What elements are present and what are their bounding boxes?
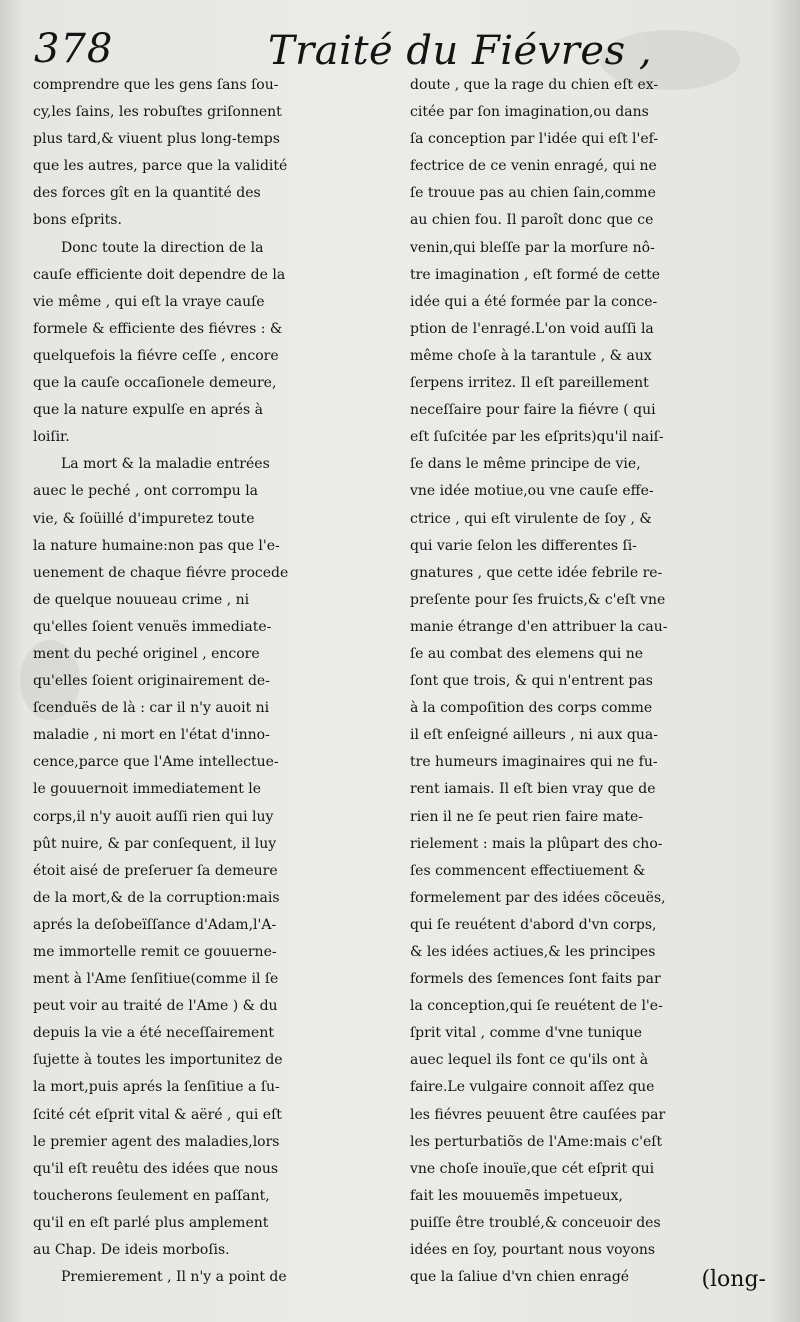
text-line: quelquefois la fiévre ceſſe , encore	[33, 347, 279, 364]
text-line: qu'elles ſoient originairement de-	[33, 673, 270, 690]
text-line: le gouuernoit immediatement le	[33, 781, 262, 798]
text-line: Donc toute la direction de la	[61, 239, 264, 256]
text-line: ſujette à toutes les importunitez de	[33, 1052, 283, 1069]
text-line: vie, & ſoüillé d'impuretez toute	[33, 510, 255, 527]
text-line: à la compoſition des corps comme	[410, 700, 653, 717]
text-line: fectrice de ce venin enragé, qui ne	[410, 158, 657, 175]
text-line: idée qui a été formée par la conce-	[410, 293, 658, 310]
text-line: idées en ſoy, pourtant nous voyons	[410, 1242, 656, 1259]
text-line: ſa conception par l'idée qui eſt l'ef-	[410, 131, 659, 148]
text-line: au Chap. De ideis morboſis.	[33, 1242, 230, 1259]
text-line: tre imagination , eſt formé de cette	[410, 266, 661, 283]
text-line: me immortelle remit ce gouuerne-	[33, 944, 277, 960]
text-line: ſes commencent effectiuement &	[410, 862, 646, 879]
text-line: aprés la deſobeïſſance d'Adam,l'A-	[33, 916, 277, 933]
text-line: la mort,puis aprés la ſenſitiue a ſu-	[33, 1079, 280, 1096]
right-text-column	[410, 72, 770, 1291]
text-line: ſerpens irritez. Il eſt pareillement	[410, 375, 649, 392]
text-line: il eſt enſeigné ailleurs , ni aux qua-	[410, 727, 658, 744]
text-line: au chien fou. Il paroît donc que ce	[410, 212, 654, 229]
text-line: ſcité cét eſprit vital & aëré , qui eſt	[33, 1106, 282, 1123]
text-line: eſt ſuſcitée par les eſprits)qu'il naiſ-	[410, 429, 664, 446]
text-line: depuis la vie a été neceſſairement	[33, 1025, 274, 1042]
text-line: ſcenduës de là : car il n'y auoit ni	[33, 700, 270, 717]
text-line: ment du peché originel , encore	[33, 645, 260, 662]
text-line: la nature humaine:non pas que l'e-	[33, 537, 280, 554]
text-line: pût nuire, & par conſequent, il luy	[33, 835, 277, 852]
text-line: formele & efficiente des fiévres : &	[33, 320, 283, 337]
text-line: les perturbatiõs de l'Ame:mais c'eſt	[410, 1133, 663, 1150]
text-line: auec le peché , ont corrompu la	[33, 483, 259, 500]
page-header	[28, 18, 768, 80]
text-line: fait les mouuemẽs impetueux,	[410, 1187, 623, 1204]
text-line: même choſe à la tarantule , & aux	[410, 347, 652, 364]
text-line: étoit aisé de preſeruer ſa demeure	[33, 862, 278, 879]
text-line: maladie , ni mort en l'état d'inno-	[33, 727, 270, 744]
text-line: ſont que trois, & qui n'entrent pas	[410, 673, 653, 690]
text-line: Premierement , Il n'y a point de	[61, 1269, 287, 1286]
text-line: cauſe efficiente doit dependre de la	[33, 266, 286, 283]
text-line: la conception,qui ſe reuétent de l'e-	[410, 998, 663, 1015]
text-line: cy,les ſains, les robuſtes griſonnent	[33, 104, 282, 121]
text-line: corps,il n'y auoit auſſi rien qui luy	[33, 808, 274, 825]
text-line: de la mort,& de la corruption:mais	[33, 889, 280, 906]
text-line: qu'il eſt reuêtu des idées que nous	[33, 1160, 279, 1177]
text-line: manie étrange d'en attribuer la cau-	[410, 618, 668, 635]
text-line: rent iamais. Il eſt bien vray que de	[410, 781, 656, 798]
text-line: rien il ne ſe peut rien faire mate-	[410, 808, 643, 825]
text-line: les fiévres peuuent être cauſées par	[410, 1106, 666, 1123]
text-line: vie même , qui eſt la vraye cauſe	[33, 293, 265, 310]
text-line: rielement : mais la plûpart des cho-	[410, 835, 663, 852]
text-line: vne choſe inouïe,que cét eſprit qui	[410, 1160, 655, 1177]
catchword: (long-	[701, 1267, 766, 1292]
text-line: ment à l'Ame ſenſitiue(comme il ſe	[33, 971, 279, 988]
page-number: 378	[34, 26, 114, 72]
text-line: puiſſe être troublé,& conceuoir des	[410, 1214, 661, 1231]
text-line: tre humeurs imaginaires qui ne fu-	[410, 754, 658, 771]
text-line: toucherons ſeulement en paſſant,	[33, 1187, 270, 1204]
text-line: loiſir.	[33, 429, 70, 446]
text-line: des forces gît en la quantité des	[33, 185, 261, 202]
text-line: doute , que la rage du chien eſt ex-	[410, 77, 659, 93]
text-line: qui ſe reuétent d'abord d'vn corps,	[410, 916, 657, 933]
text-line: & les idées actiues,& les principes	[410, 944, 656, 960]
left-text-column	[33, 72, 393, 1291]
text-line: que la cauſe occaſionele demeure,	[33, 375, 277, 392]
text-line: uenement de chaque fiévre procede	[33, 564, 289, 581]
text-line: ption de l'enragé.L'on void auſſi la	[410, 320, 654, 337]
text-line: ſe dans le même principe de vie,	[410, 456, 641, 473]
text-line: vne idée motiue,ou vne cauſe effe-	[410, 483, 654, 500]
text-line: qu'il en eſt parlé plus amplement	[33, 1214, 269, 1231]
running-title: Traité du Fiévres ,	[268, 28, 653, 74]
text-line: qu'elles ſoient venuës immediate-	[33, 618, 272, 635]
text-line: peut voir au traité de l'Ame ) & du	[33, 998, 278, 1015]
text-line: citée par ſon imagination,ou dans	[410, 104, 649, 121]
text-line: plus tard,& viuent plus long-temps	[33, 131, 280, 148]
text-line: auec lequel ils font ce qu'ils ont à	[410, 1052, 649, 1069]
text-line: faire.Le vulgaire connoit aſſez que	[410, 1079, 655, 1096]
text-line: cence,parce que l'Ame intellectue-	[33, 754, 279, 771]
text-line: La mort & la maladie entrées	[61, 456, 270, 473]
text-line: le premier agent des maladies,lors	[33, 1133, 280, 1150]
text-line: que la nature expulſe en aprés à	[33, 402, 263, 419]
text-line: formelement par des idées cõceuës,	[410, 889, 666, 906]
text-line: ctrice , qui eſt virulente de ſoy , &	[410, 510, 652, 527]
text-line: neceſſaire pour faire la fiévre ( qui	[410, 402, 656, 419]
text-line: ſprit vital , comme d'vne tunique	[410, 1025, 643, 1042]
text-line: preſente pour ſes fruicts,& c'eſt vne	[410, 591, 666, 608]
text-line: de quelque nouueau crime , ni	[33, 591, 250, 608]
text-line: venin,qui bleſſe par la morſure nô-	[410, 239, 655, 256]
text-line: comprendre que les gens ſans ſou-	[33, 77, 279, 93]
text-line: bons eſprits.	[33, 212, 122, 229]
text-line: gnatures , que cette idée febrile re-	[410, 564, 663, 581]
text-line: que la ſaliue d'vn chien enragé	[410, 1269, 630, 1286]
text-line: qui varie ſelon les differentes ſi-	[410, 537, 637, 554]
text-line: formels des ſemences ſont faits par	[410, 971, 661, 988]
text-line: ſe au combat des elemens qui ne	[410, 645, 644, 662]
text-line: que les autres, parce que la validité	[33, 158, 288, 175]
text-line: ſe trouue pas au chien ſain,comme	[410, 185, 656, 202]
